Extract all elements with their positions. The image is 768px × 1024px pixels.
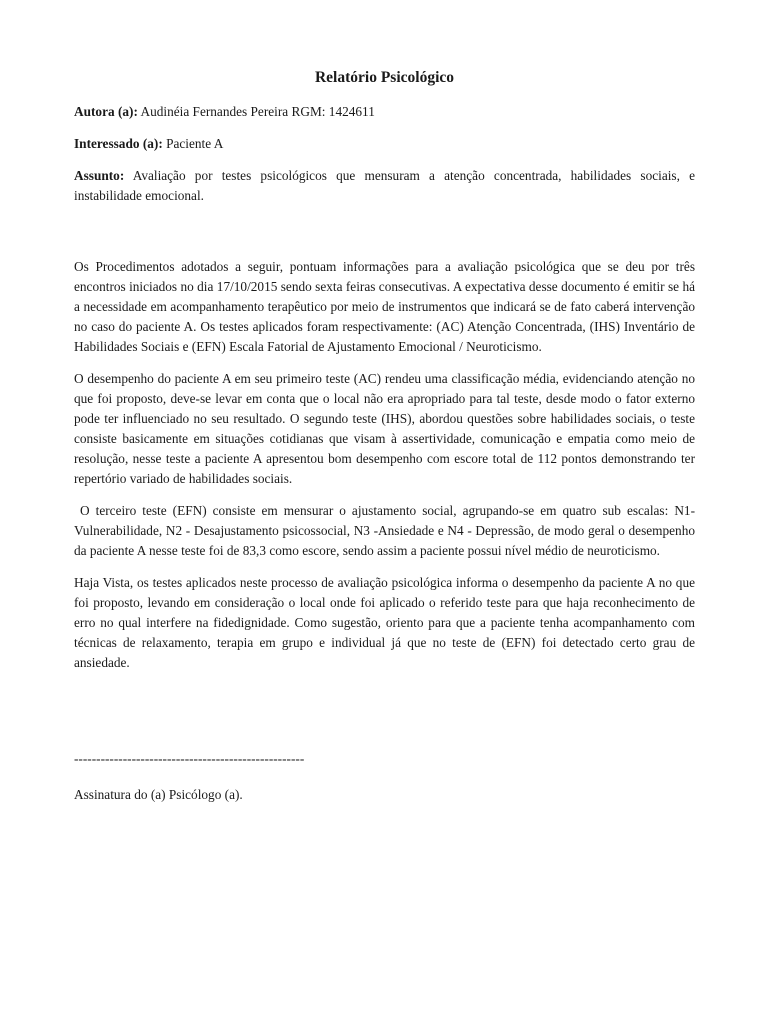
author-value: Audinéia Fernandes Pereira RGM: 1424611 (140, 104, 375, 119)
interested-field (74, 134, 695, 154)
author-field (74, 102, 695, 122)
spacer (74, 218, 695, 257)
author-label: Autora (a): (74, 104, 138, 119)
document-title: Relatório Psicológico (314, 69, 455, 86)
paragraph-first-tests: O desempenho do paciente A em seu primeiro teste (AC) rendeu uma classificação média, evidenciando atenção no que foi proposto, deve-se levar em conta que o local não era apropriado para tal teste, desde modo o fator externo pode ter influenciado no seu resultado. O segundo teste (IHS), abordou questões sobre habilidades sociais, o teste consiste basicamente em situações cotidianas que visam à assertividade, comunicação e empatia como meio de resolução, nesse teste a paciente A apresentou bom desempenho com escore total de 112 pontos demonstrando ter repertório variado de habilidades sociais. (74, 371, 695, 486)
paragraph-conclusion: Haja Vista, os testes aplicados neste processo de avaliação psicológica informa o desempenho da paciente A no que foi proposto, levando em consideração o local onde foi aplicado o referido teste para que haja reconhecimento de erro no qual interfere na fidedignidade. Como sugestão, oriento para que a paciente tenha acompanhamento com técnicas de relaxamento, terapia em grupo e individual já que no teste de (EFN) foi detectado certo grau de ansiedade. (74, 575, 695, 670)
subject-label: Assunto: (74, 168, 125, 183)
subject-field (74, 166, 695, 206)
interested-value: Paciente A (166, 136, 224, 151)
interested-label: Interessado (a): (74, 136, 163, 151)
spacer (74, 685, 695, 749)
paragraph-procedures: Os Procedimentos adotados a seguir, pontuam informações para a avaliação psicológica que se deu por três encontros iniciados no dia 17/10/2015 sendo sexta feiras consecutivas. A expectativa desse documento é emitir se há a necessidade em acompanhamento terapêutico por meio de instrumentos que indicará se de fato caberá intervenção no caso do paciente A. Os testes aplicados foram respectivamente: (AC) Atenção Concentrada, (IHS) Inventário de Habilidades Sociais e (EFN) Escala Fatorial de Ajustamento Emocional / Neuroticismo. (74, 259, 695, 354)
subject-value: Avaliação por testes psicológicos que mensuram a atenção concentrada, habilidades sociais, e instabilidade emocional. (74, 168, 695, 203)
paragraph-third-test: O terceiro teste (EFN) consiste em mensurar o ajustamento social, agrupando-se em quatro sub escalas: N1- Vulnerabilidade, N2 - Desajustamento psicossocial, N3 -Ansiedade e N4 - Depressão, de modo geral o desempenho da paciente A nesse teste foi de 83,3 como escore, sendo assim a paciente possui nível médio de neuroticismo. (74, 503, 699, 558)
signature-line: ---------------------------------------------------- (74, 751, 305, 766)
signature-label: Assinatura do (a) Psicólogo (a). (74, 787, 243, 802)
